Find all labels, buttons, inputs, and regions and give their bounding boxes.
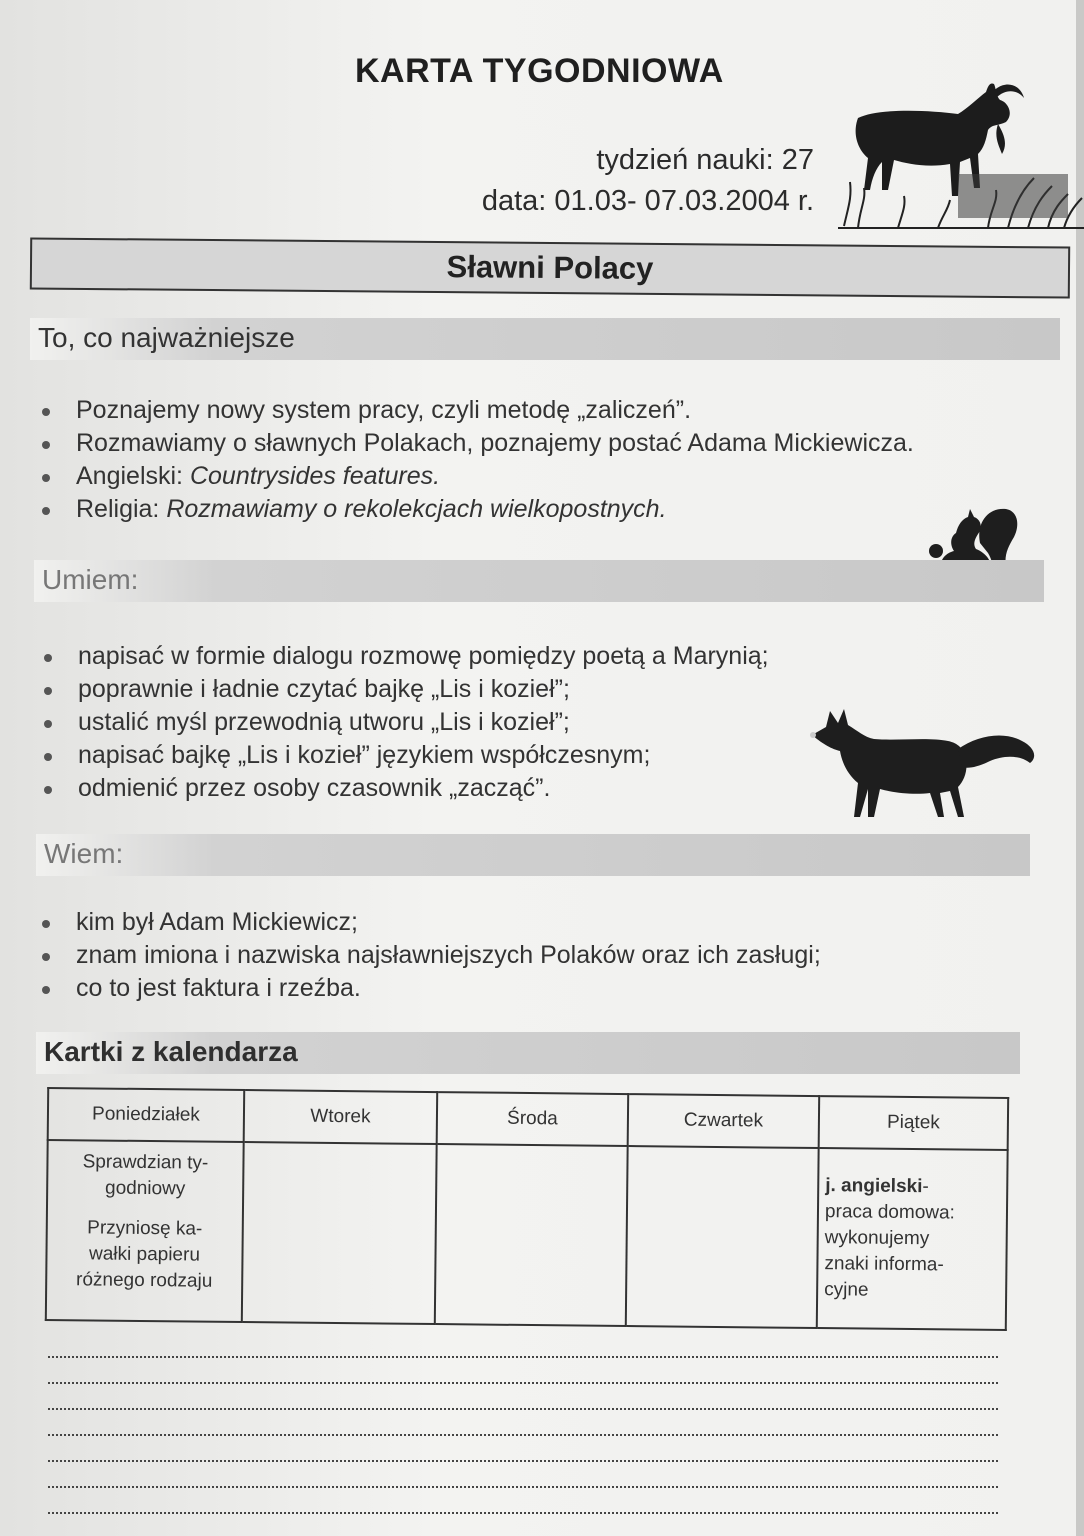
week-info	[482, 140, 814, 222]
tuesday-cell	[242, 1142, 437, 1324]
item-detail: Rozmawiamy o rekolekcjach wielkopostnych.	[166, 495, 667, 523]
wednesday-cell	[435, 1144, 628, 1326]
list-item: znam imiona i nazwiska najsławniejszych Polaków oraz ich zasługi;	[36, 939, 821, 972]
topic-banner: Sławni Polacy	[30, 237, 1070, 298]
calendar-table	[45, 1087, 1009, 1331]
section-heading-calendar: Kartki z kalendarza	[36, 1032, 1020, 1074]
date-range: data: 01.03- 07.03.2004 r.	[481, 185, 814, 217]
dotted-line	[48, 1434, 998, 1436]
day-header-thursday: Czwartek	[628, 1094, 820, 1148]
friday-subject: j. angielski	[825, 1175, 923, 1198]
list-item: poprawnie i ładnie czytać bajkę „Lis i kozieł”;	[38, 673, 769, 706]
day-header-wednesday: Środa	[437, 1092, 629, 1146]
dotted-line	[48, 1460, 998, 1462]
day-header-monday: Poniedziałek	[48, 1088, 245, 1142]
day-header-friday: Piątek	[819, 1096, 1009, 1150]
day-header-tuesday: Wtorek	[244, 1090, 438, 1144]
list-item: ustalić myśl przewodnią utworu „Lis i kozieł”;	[38, 706, 769, 739]
item-label: Angielski:	[76, 462, 190, 490]
monday-note: Sprawdzian ty- godniowy	[82, 1151, 209, 1200]
important-list	[36, 394, 914, 526]
dotted-line	[48, 1408, 998, 1410]
dotted-line	[48, 1486, 998, 1488]
calendar-content-row	[46, 1140, 1008, 1330]
friday-note: - praca domowa: wykonujemy znaki informa- cyjne	[824, 1176, 955, 1301]
knowledge-list	[36, 906, 821, 1005]
dotted-line	[48, 1356, 998, 1358]
thursday-cell	[626, 1146, 819, 1328]
list-item: kim był Adam Mickiewicz;	[36, 906, 821, 939]
list-item: co to jest faktura i rzeźba.	[36, 972, 821, 1005]
list-item	[36, 493, 914, 526]
section-heading-knowledge: Wiem:	[36, 834, 1030, 876]
list-item: napisać w formie dialogu rozmowę pomiędzy poetą a Marynią;	[38, 640, 769, 673]
page-title: KARTA TYGODNIOWA	[355, 52, 724, 90]
goat-icon	[838, 78, 1084, 238]
item-label: Religia:	[76, 495, 167, 523]
list-item	[36, 460, 914, 493]
item-detail: Countrysides features.	[189, 462, 441, 490]
dotted-line	[48, 1382, 998, 1384]
friday-cell	[817, 1148, 1008, 1330]
fox-icon	[808, 705, 1038, 825]
monday-cell	[46, 1140, 244, 1322]
list-item: Rozmawiamy o sławnych Polakach, poznajemy postać Adama Mickiewicza.	[36, 427, 914, 460]
section-heading-important: To, co najważniejsze	[30, 318, 1060, 360]
dotted-line	[48, 1512, 998, 1514]
list-item: Poznajemy nowy system pracy, czyli metodę „zaliczeń”.	[36, 394, 914, 427]
section-heading-skills: Umiem:	[34, 560, 1044, 602]
list-item: odmienić przez osoby czasownik „zacząć”.	[38, 772, 769, 805]
week-number: tydzień nauki: 27	[596, 144, 814, 176]
list-item: napisać bajkę „Lis i kozieł” językiem współczesnym;	[38, 739, 769, 772]
monday-note: Przyniosę ka- wałki papieru różnego rodzaju	[75, 1217, 213, 1292]
skills-list	[38, 640, 769, 805]
